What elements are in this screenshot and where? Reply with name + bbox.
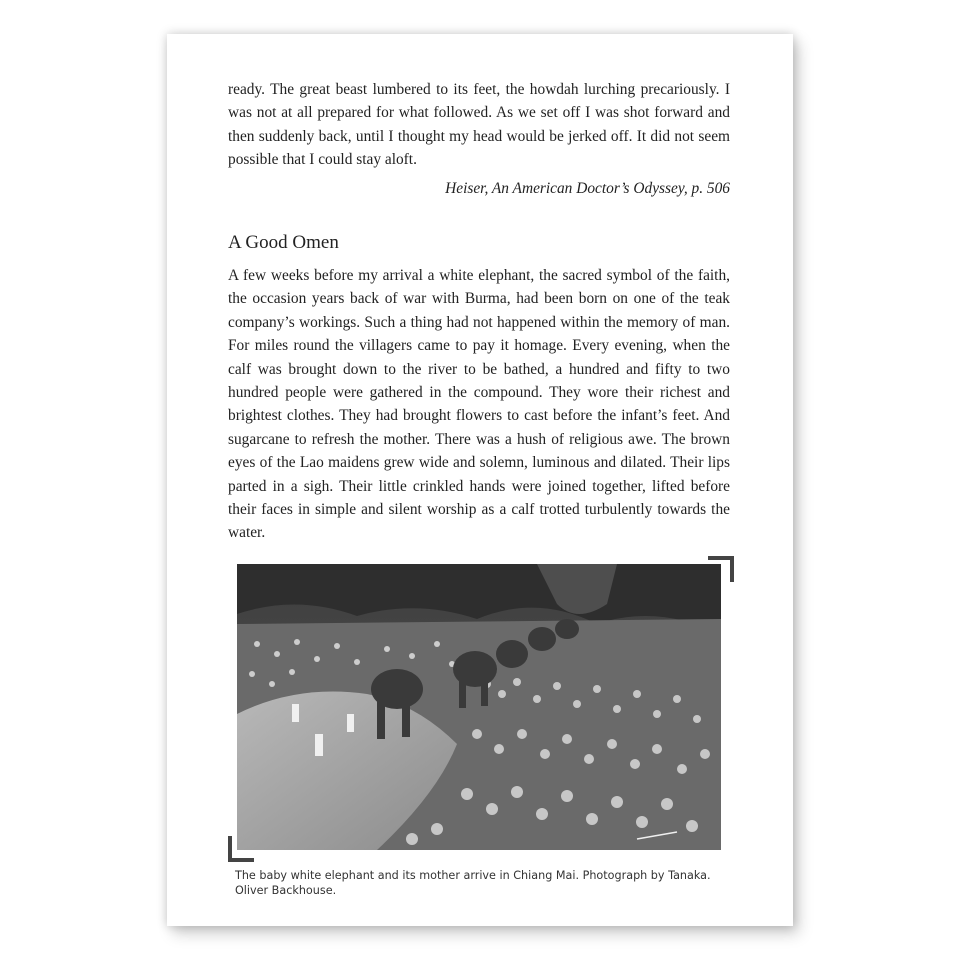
photograph-elephant-procession: [237, 564, 721, 850]
figure-caption: The baby white elephant and its mother arrive in Chiang Mai. Photograph by Tanaka. Oliver Backhouse.: [235, 869, 711, 897]
section-paragraph: A few weeks before my arrival a white elephant, the sacred symbol of the faith, the occasion years back of war with Burma, had been born on one of the teak company’s workings. Such a thing had not happened within the memory of man. For miles round the villagers came to pay it homage. Every evening, when the calf was brought down to the river to be bathed, a hundred and fifty to two hundred people were gathered in the compound. They wore their richest and brightest clothes. They had brought flowers to cast before the infant’s feet. And sugarcane to refresh the mother. There was a hush of religious awe. The brown eyes of the Lao maidens grew wide and solemn, luminous and dilated. Their lips parted in a sigh. Their little crinkled hands were joined together, lifted before their faces in simple and silent worship as a calf trotted turbulently towards the water.: [228, 267, 730, 542]
photo-corner-mark-bottom-left: [228, 836, 254, 862]
photo-image: [237, 564, 721, 850]
paragraph-continued: ready. The great beast lumbered to its feet, the howdah lurching precariously. I was not at all prepared for what followed. As we set off I was shot forward and then suddenly back, until I thought my head would be jerked off. It did not seem possible that I could stay aloft.: [228, 81, 730, 169]
citation: Heiser, An American Doctor’s Odyssey, p. 506: [445, 180, 730, 197]
book-page: [167, 34, 793, 926]
photo-corner-mark-top-right: [708, 556, 734, 582]
section-heading: A Good Omen: [228, 232, 339, 253]
